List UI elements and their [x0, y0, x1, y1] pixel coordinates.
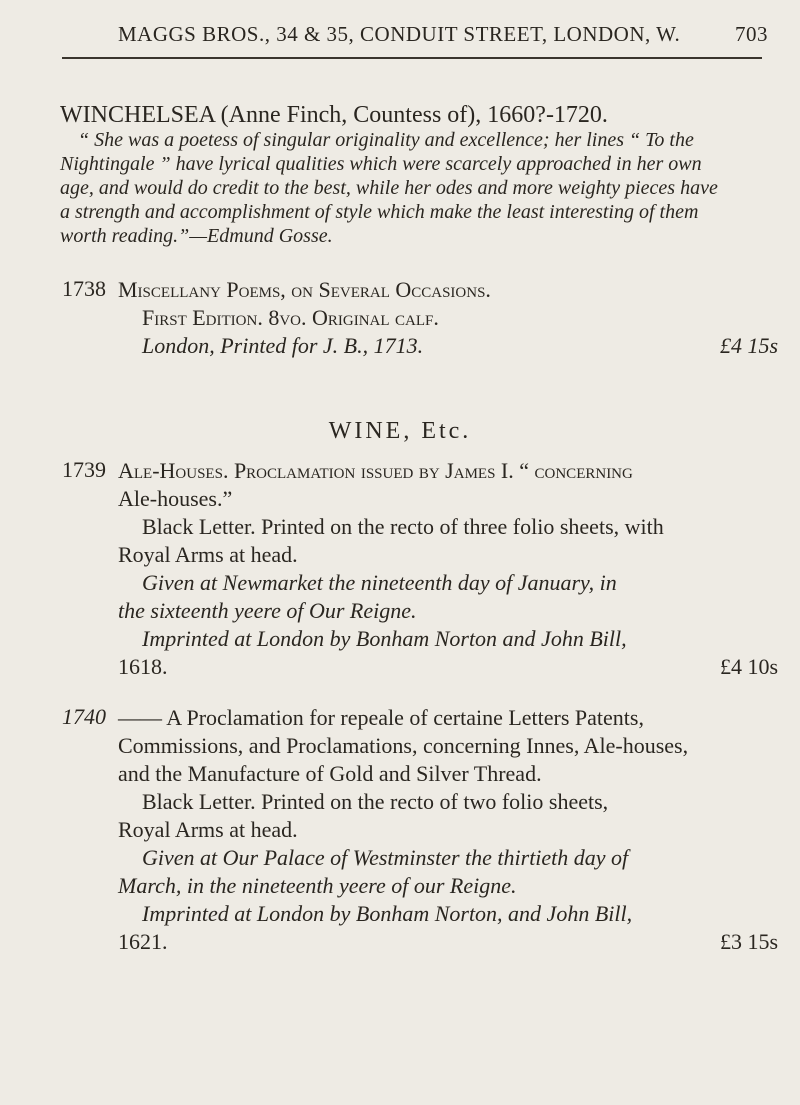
- catalogue-entry: [118, 704, 778, 956]
- entry-imprint: Imprinted at London by Bonham Norton and John Bill,: [142, 626, 627, 651]
- entry-line: and the Manufacture of Gold and Silver Thread.: [118, 761, 542, 786]
- entry-price: £4 10s: [719, 654, 778, 679]
- entry-price: £4 15s: [719, 333, 778, 358]
- entry-line: Given at Our Palace of Westminster the thirtieth day of: [142, 845, 629, 870]
- quote-line: age, and would do credit to the best, while her odes and more weighty pieces have: [60, 177, 718, 199]
- entry-title: Ale-Houses. Proclamation issued by James I. “ concerning: [118, 458, 633, 483]
- entry-number: 1739: [62, 457, 106, 482]
- entry-line: March, in the nineteenth yeere of our Reigne.: [118, 873, 517, 898]
- entry-line: First Edition. 8vo. Original calf.: [142, 305, 439, 330]
- publisher-line: MAGGS BROS., 34 & 35, CONDUIT STREET, LONDON, W.: [118, 22, 681, 46]
- catalogue-entry: [118, 276, 778, 360]
- quote-line: worth reading.”—Edmund Gosse.: [60, 225, 333, 247]
- author-heading: WINCHELSEA (Anne Finch, Countess of), 1660?-1720.: [60, 102, 608, 128]
- entry-number: 1738: [62, 276, 106, 301]
- page-number: 703: [735, 22, 768, 46]
- entry-title: —— A Proclamation for repeale of certaine Letters Patents,: [118, 705, 644, 730]
- entry-line: Ale-houses.”: [118, 486, 233, 511]
- entry-line: Given at Newmarket the nineteenth day of January, in: [142, 570, 617, 595]
- quote-line: “ She was a poetess of singular originality and excellence; her lines “ To the: [78, 129, 694, 151]
- entry-imprint: London, Printed for J. B., 1713. £4 15s: [142, 333, 778, 358]
- entry-line: Black Letter. Printed on the recto of two folio sheets,: [142, 789, 609, 814]
- quote-line: Nightingale ” have lyrical qualities which were scarcely approached in her own: [60, 153, 702, 175]
- section-heading: WINE, Etc.: [328, 418, 472, 444]
- gosse-quote: [60, 128, 780, 248]
- entry-line: the sixteenth yeere of Our Reigne.: [118, 598, 417, 623]
- entry-number: 1740: [62, 704, 106, 729]
- entry-title: Miscellany Poems, on Several Occasions.: [118, 277, 491, 302]
- entry-price: £3 15s: [719, 929, 778, 954]
- running-header: [118, 22, 768, 47]
- entry-line: Royal Arms at head.: [118, 817, 298, 842]
- catalogue-entry: [118, 457, 778, 681]
- entry-line: 1621. £3 15s: [118, 929, 778, 954]
- entry-imprint: Imprinted at London by Bonham Norton, and John Bill,: [142, 901, 633, 926]
- header-rule: [62, 57, 762, 59]
- entry-line: 1618. £4 10s: [118, 654, 778, 679]
- entry-line: Royal Arms at head.: [118, 542, 298, 567]
- entry-line: Black Letter. Printed on the recto of three folio sheets, with: [142, 514, 664, 539]
- entry-line: Commissions, and Proclamations, concerning Innes, Ale-houses,: [118, 733, 689, 758]
- quote-line: a strength and accomplishment of style which make the least interesting of them: [60, 201, 699, 223]
